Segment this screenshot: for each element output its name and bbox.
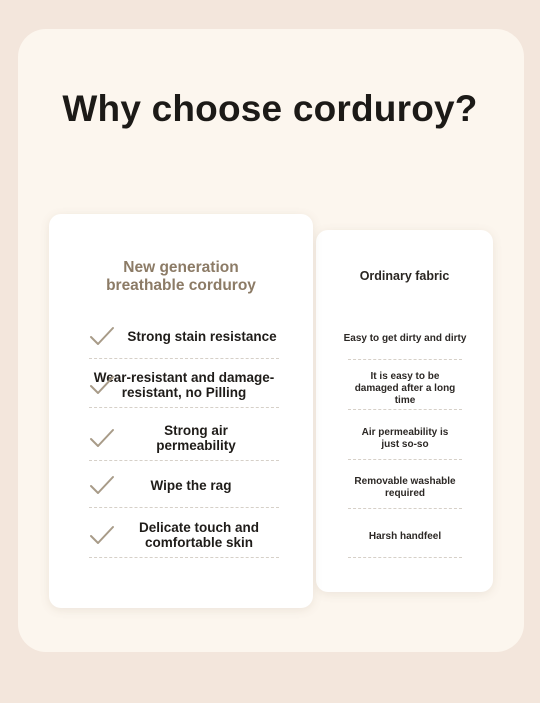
ordinary-card-title: Ordinary fabric (359, 269, 450, 283)
page-title: Why choose corduroy? (62, 88, 478, 129)
benefit-label: Strong stain resistance (127, 328, 277, 344)
benefit-label: Strong air permeability (156, 423, 236, 453)
benefit-label: Wipe the rag (150, 477, 232, 493)
benefit-item-air (89, 416, 279, 461)
check-icon (89, 427, 115, 449)
drawback-label: Removable washable required (354, 476, 456, 499)
drawback-label: Easy to get dirty and dirty (343, 333, 467, 344)
benefit-label: Delicate touch and comfortable skin (138, 520, 260, 550)
ordinary-fabric-card (316, 230, 493, 592)
benefit-item-wear (89, 363, 279, 408)
check-icon (89, 474, 115, 496)
drawback-label: Air permeability is just so-so (361, 427, 449, 450)
drawback-item-air (348, 419, 462, 460)
drawback-item-washable (348, 468, 462, 509)
check-icon (89, 325, 115, 347)
drawback-item-dirty (343, 319, 467, 360)
benefit-item-wipe (89, 463, 279, 508)
benefit-item-stain (89, 314, 279, 359)
benefit-label: Wear-resistant and damage-resistant, no Pilling (93, 370, 275, 400)
drawback-label: It is easy to be damaged after a long time (354, 371, 456, 406)
check-icon (89, 524, 115, 546)
check-icon (89, 374, 115, 396)
drawback-label: Harsh handfeel (368, 531, 442, 542)
corduroy-card (49, 214, 313, 608)
corduroy-card-title (49, 259, 313, 295)
drawback-item-damage (348, 369, 462, 410)
drawback-item-handfeel (348, 517, 462, 558)
corduroy-title-text: New generation breathable corduroy (106, 259, 256, 294)
benefit-item-touch (89, 513, 279, 558)
